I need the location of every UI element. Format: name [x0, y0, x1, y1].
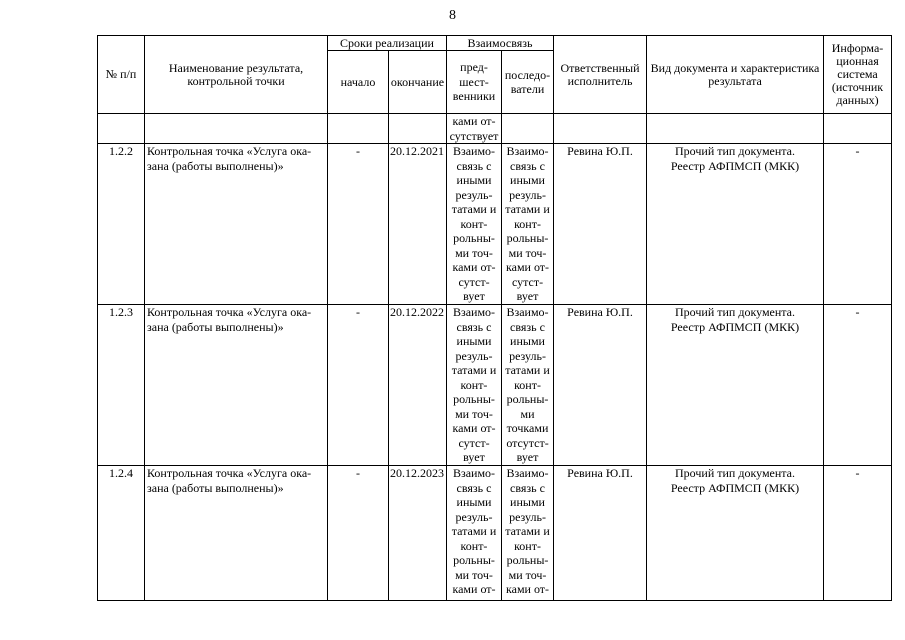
- row-name: Контрольная точка «Услуга ока- зана (работы выполнены)»: [145, 466, 328, 601]
- row-predecessors: Взаимо- связь с иными резуль- татами и конт- рольны- ми точ- ками от- сутст- вует: [447, 305, 502, 466]
- row-name: Контрольная точка «Услуга ока- зана (работы выполнены)»: [145, 305, 328, 466]
- header-terms: Сроки реализации: [328, 36, 447, 51]
- row-successors: Взаимо- связь с иными резуль- татами и конт- рольны- ми точ- ками от-: [502, 466, 554, 601]
- row-doc-type: Прочий тип документа. Реестр АФПМСП (МКК): [647, 466, 824, 601]
- row-info-system: -: [824, 466, 892, 601]
- row-responsible: Ревина Ю.П.: [554, 305, 647, 466]
- header-end: окончание: [389, 51, 447, 114]
- header-responsible: Ответственный исполнитель: [554, 36, 647, 114]
- row-predecessors: Взаимо- связь с иными резуль- татами и конт- рольны- ми точ- ками от-: [447, 466, 502, 601]
- row-end: 20.12.2023: [389, 466, 447, 601]
- header-start: начало: [328, 51, 389, 114]
- row-name: Контрольная точка «Услуга ока- зана (работы выполнены)»: [145, 144, 328, 305]
- row-start: -: [328, 305, 389, 466]
- table-row: [98, 305, 892, 466]
- row-start: -: [328, 466, 389, 601]
- continuation-row: [98, 114, 892, 144]
- row-end: 20.12.2021: [389, 144, 447, 305]
- row-info-system: -: [824, 144, 892, 305]
- header-successors: последо- ватели: [502, 51, 554, 114]
- header-link: Взаимосвязь: [447, 36, 554, 51]
- header-name: Наименование результата, контрольной точки: [145, 36, 328, 114]
- continuation-predecessors: ками от- сутствует: [447, 114, 502, 144]
- page-number: 8: [449, 8, 456, 23]
- row-num: 1.2.3: [98, 305, 145, 466]
- row-responsible: Ревина Ю.П.: [554, 144, 647, 305]
- row-start: -: [328, 144, 389, 305]
- header-predecessors: пред- шест- венники: [447, 51, 502, 114]
- header-row-top: [98, 36, 892, 51]
- row-responsible: Ревина Ю.П.: [554, 466, 647, 601]
- header-info-system: Информа- ционная система (источник данных): [824, 36, 892, 114]
- row-doc-type: Прочий тип документа. Реестр АФПМСП (МКК): [647, 305, 824, 466]
- row-predecessors: Взаимо- связь с иными резуль- татами и конт- рольны- ми точ- ками от- сутст- вует: [447, 144, 502, 305]
- row-doc-type: Прочий тип документа. Реестр АФПМСП (МКК): [647, 144, 824, 305]
- row-num: 1.2.4: [98, 466, 145, 601]
- row-successors: Взаимо- связь с иными резуль- татами и конт- рольны- ми точками отсутст- вует: [502, 305, 554, 466]
- row-end: 20.12.2022: [389, 305, 447, 466]
- row-successors: Взаимо- связь с иными резуль- татами и конт- рольны- ми точ- ками от- сутст- вует: [502, 144, 554, 305]
- plan-table: [97, 35, 892, 601]
- row-num: 1.2.2: [98, 144, 145, 305]
- row-info-system: -: [824, 305, 892, 466]
- table-row: [98, 466, 892, 601]
- table-row: [98, 144, 892, 305]
- header-num: № п/п: [98, 36, 145, 114]
- header-doc-type: Вид документа и характеристика результата: [647, 36, 824, 114]
